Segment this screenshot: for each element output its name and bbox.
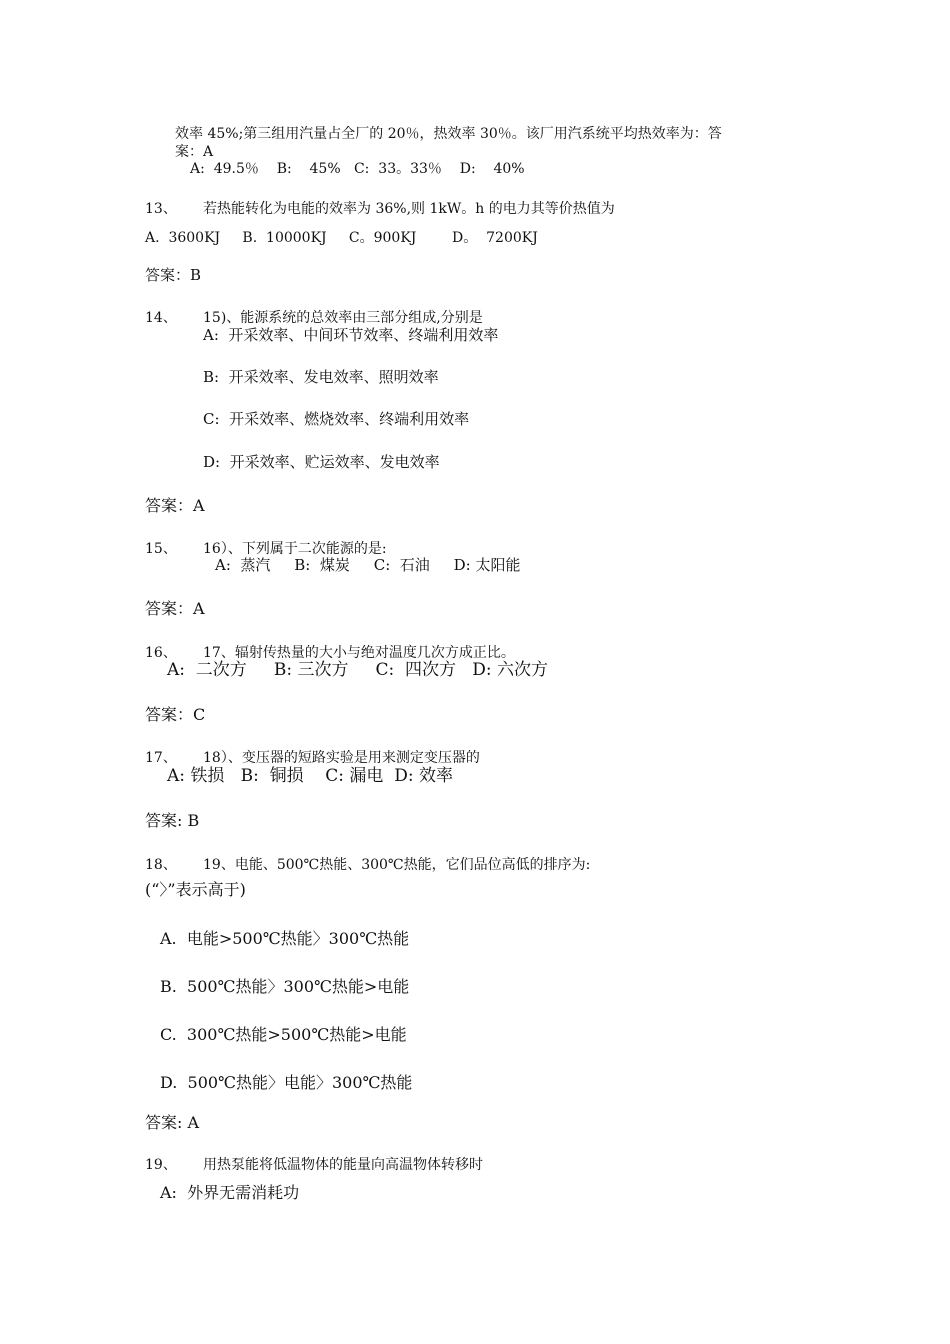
q15-question: 16）、下列属于二次能源的是: <box>203 541 387 557</box>
q18-option-c: C. 300℃热能>500℃热能>电能 <box>160 1025 407 1044</box>
q19-option-a: A: 外界无需消耗功 <box>160 1183 300 1202</box>
q14-option-c: C: 开采效率、燃烧效率、终端利用效率 <box>203 410 470 428</box>
q13-options: A. 3600KJ B. 10000KJ C。900KJ D。 7200KJ <box>145 230 538 246</box>
q17-options: A: 铁损 B: 铜损 C: 漏电 D: 效率 <box>167 766 453 786</box>
q14-option-b: B: 开采效率、发电效率、照明效率 <box>203 368 439 386</box>
q12-answer-inline: 案：A <box>175 144 214 160</box>
q18-answer: 答案: A <box>145 1113 200 1132</box>
q16-answer: 答案：C <box>145 705 206 724</box>
q18-number: 18、 <box>145 857 177 873</box>
q19-question: 用热泵能将低温物体的能量向高温物体转移时 <box>203 1157 483 1173</box>
q14-answer: 答案：A <box>145 496 205 515</box>
q12-options: A: 49.5％ B: 45% C: 33。33％ D: 40% <box>190 161 525 177</box>
q14-number: 14、 <box>145 310 177 326</box>
q16-question: 17、辐射传热量的大小与绝对温度几次方成正比。 <box>203 645 515 661</box>
q16-number: 16、 <box>145 645 177 661</box>
q13-question: 若热能转化为电能的效率为 36%,则 1kW。h 的电力其等价热值为 <box>203 201 615 217</box>
q19-number: 19、 <box>145 1157 177 1173</box>
q18-option-b: B. 500℃热能〉300℃热能>电能 <box>160 977 410 996</box>
q14-question: 15)、能源系统的总效率由三部分组成,分别是 <box>203 310 483 326</box>
q17-answer: 答案: B <box>145 811 200 830</box>
q18-note: (“〉”表示高于) <box>145 880 246 899</box>
q17-number: 17、 <box>145 750 177 766</box>
q14-option-d: D: 开采效率、贮运效率、发电效率 <box>203 453 440 471</box>
q13-answer: 答案：B <box>145 266 202 284</box>
q13-number: 13、 <box>145 201 177 217</box>
q12-continuation-line-1: 效率 45%;第三组用汽量占全厂的 20％，热效率 30％。该厂用汽系统平均热效率为：答 <box>175 126 722 142</box>
q18-question: 19、电能、500℃热能、300℃热能，它们品位高低的排序为: <box>203 857 591 873</box>
q18-option-a: A. 电能>500℃热能〉300℃热能 <box>160 929 410 948</box>
q15-answer: 答案：A <box>145 599 205 618</box>
q17-question: 18）、变压器的短路实验是用来测定变压器的 <box>203 750 480 766</box>
q15-number: 15、 <box>145 541 177 557</box>
q16-options: A: 二次方 B: 三次方 C: 四次方 D: 六次方 <box>167 660 548 680</box>
q14-option-a: A: 开采效率、中间环节效率、终端利用效率 <box>203 326 499 344</box>
q15-options: A: 蒸汽 B: 煤炭 C: 石油 D: 太阳能 <box>215 556 521 574</box>
q18-option-d: D. 500℃热能〉电能〉300℃热能 <box>160 1073 413 1092</box>
